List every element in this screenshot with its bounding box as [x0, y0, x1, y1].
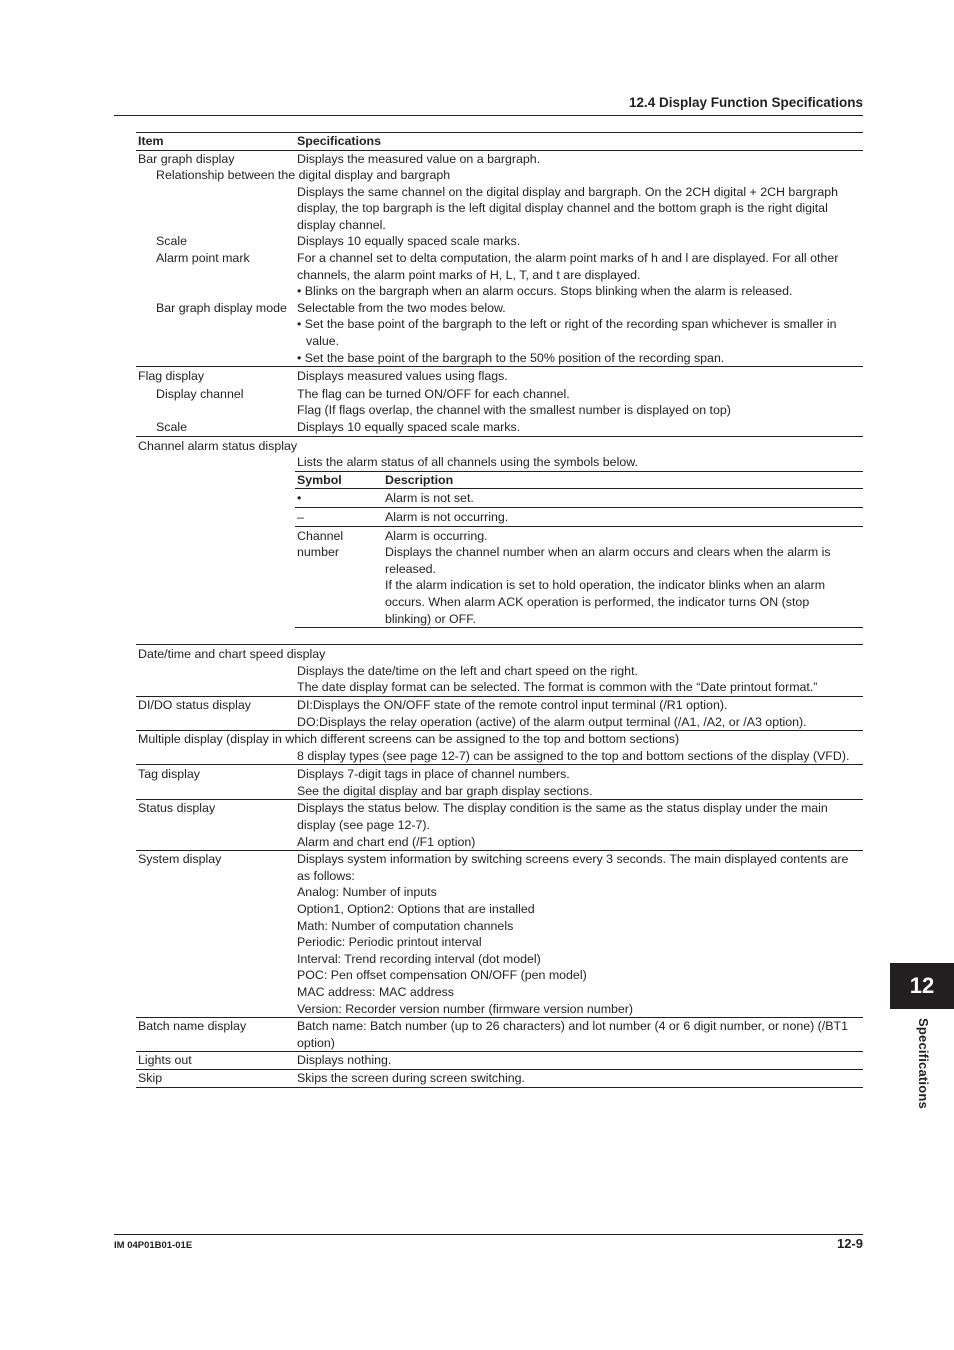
row-item: System display	[138, 852, 222, 867]
row-spec	[297, 697, 863, 730]
row-item: Display channel	[156, 386, 244, 401]
row-spec: Displays the measured value on a bargraph.	[297, 151, 541, 166]
header-rule	[114, 115, 863, 116]
table-row	[136, 748, 863, 765]
spec-line: DI:Displays the ON/OFF state of the remote control input terminal (/R1 option).	[297, 697, 728, 712]
section-title: 12.4 Display Function Specifications	[628, 95, 863, 110]
row-spec: Lists the alarm status of all channels using the symbols below.	[297, 455, 638, 470]
lights-out-section	[136, 1052, 863, 1070]
row-item: Tag display	[138, 767, 200, 782]
spec-line: Selectable from the two modes below.	[297, 300, 506, 315]
spec-bullet: • Set the base point of the bargraph to the 50% position of the recording span.	[297, 350, 725, 365]
row-spec	[297, 663, 863, 696]
status-section	[136, 800, 863, 851]
symbol-row	[295, 489, 863, 508]
spec-line: Flag (If flags overlap, the channel with the smallest number is displayed on top)	[297, 403, 731, 418]
row-item: Relationship between the digital display and bargraph	[156, 168, 451, 183]
row-spec: 8 display types (see page 12-7) can be assigned to the top and bottom sections of the display (VFD).	[297, 748, 850, 763]
spec-line: Displays 7-digit tags in place of channel numbers.	[297, 767, 570, 782]
row-item: Bar graph display mode	[156, 300, 287, 315]
description-line: If the alarm indication is set to hold operation, the indicator blinks when an alarm occurs. When alarm ACK operation is performed, the indicator turns ON (stop blinking) or OFF.	[385, 578, 826, 626]
row-item: Status display	[138, 801, 216, 816]
spec-line: Alarm and chart end (/F1 option)	[297, 834, 476, 849]
description-cell	[385, 528, 863, 628]
description-header: Description	[385, 472, 454, 487]
spec-line: Math: Number of computation channels	[297, 918, 514, 933]
table-row	[136, 800, 863, 850]
row-spec: Displays 10 equally spaced scale marks.	[297, 234, 521, 249]
row-item: Skip	[138, 1070, 163, 1085]
spec-bullet: • Set the base point of the bargraph to the left or right of the recording span whichever is smaller in value.	[297, 317, 837, 349]
footer-rule	[114, 1234, 863, 1235]
row-item: Bar graph display	[138, 151, 235, 166]
row-spec	[297, 800, 863, 850]
flag-section	[136, 367, 863, 436]
spec-line: See the digital display and bar graph display sections.	[297, 783, 593, 798]
document-id: IM 04P01B01-01E	[114, 1240, 193, 1251]
row-item: Batch name display	[138, 1019, 247, 1034]
alarm-status-section	[136, 437, 863, 646]
symbol-header: Symbol	[297, 472, 342, 487]
spec-line: Periodic: Periodic printout interval	[297, 935, 482, 950]
header-spec: Specifications	[297, 134, 382, 148]
row-spec	[297, 851, 863, 1017]
chapter-side-label: Specifications	[916, 1018, 931, 1109]
table-row	[136, 184, 863, 234]
table-row	[136, 766, 863, 799]
symbol-table	[295, 471, 863, 628]
spec-line: Option1, Option2: Options that are installed	[297, 902, 535, 917]
table-row	[136, 250, 863, 300]
datetime-section	[136, 645, 863, 697]
table-row	[136, 419, 863, 436]
row-item: Scale	[156, 420, 187, 434]
row-spec: Displays the same channel on the digital display and bargraph. On the 2CH digital + 2CH bargraph display, the top bargraph is the left digital display channel and the bottom graph is the right digital display channel.	[297, 184, 839, 232]
description-cell: Alarm is not occurring.	[385, 509, 509, 524]
row-item: Channel alarm status display	[138, 438, 298, 453]
row-spec: Displays nothing.	[297, 1053, 392, 1068]
skip-section	[136, 1070, 863, 1088]
row-spec	[297, 250, 863, 300]
spec-line: Displays system information by switching screens every 3 seconds. The main displayed contents are as follows:	[297, 852, 849, 883]
row-item: Scale	[156, 234, 187, 249]
row-item: Flag display	[138, 369, 205, 384]
symbol-cell: –	[297, 509, 304, 524]
spec-line: The flag can be turned ON/OFF for each channel.	[297, 386, 570, 401]
spec-line: Interval: Trend recording interval (dot model)	[297, 951, 541, 966]
description-line: Displays the channel number when an alarm occurs and clears when the alarm is released.	[385, 545, 831, 576]
spec-bullet: • Blinks on the bargraph when an alarm occurs. Stops blinking when the alarm is released.	[297, 284, 793, 299]
spec-line: MAC address: MAC address	[297, 985, 455, 999]
table-row	[136, 851, 863, 1017]
row-item: Multiple display (display in which different screens can be assigned to the top and bottom sections)	[138, 732, 680, 747]
spec-line: Analog: Number of inputs	[297, 885, 437, 900]
tag-section	[136, 765, 863, 800]
row-item: DI/DO status display	[138, 697, 251, 712]
symbol-row	[295, 527, 863, 629]
row-spec	[297, 386, 863, 419]
row-spec: Batch name: Batch number (up to 26 characters) and lot number (4 or 6 digit number, or none) (/BT1 option)	[297, 1019, 848, 1050]
spec-line: Displays the status below. The display condition is the same as the status display under the main display (see page 12-7).	[297, 801, 828, 833]
row-spec: Displays 10 equally spaced scale marks.	[297, 420, 521, 434]
multiple-display-section	[136, 731, 863, 765]
row-spec: Skips the screen during screen switching.	[297, 1070, 525, 1085]
table-row	[136, 386, 863, 419]
row-spec: Displays measured values using flags.	[297, 369, 508, 384]
chapter-tab	[890, 963, 954, 1009]
table-row	[136, 697, 863, 730]
spec-line: The date display format can be selected. The format is common with the “Date printout format.”	[297, 680, 818, 695]
batch-section	[136, 1018, 863, 1052]
description-cell: Alarm is not set.	[385, 491, 474, 506]
spec-line: DO:Displays the relay operation (active) of the alarm output terminal (/A1, /A2, or /A3 option).	[297, 714, 807, 729]
table-row	[136, 151, 863, 168]
table-row	[136, 663, 863, 696]
system-section	[136, 851, 863, 1018]
chapter-number: 12	[909, 973, 935, 998]
table-row	[136, 300, 863, 366]
table-row	[136, 1052, 863, 1069]
table-row	[136, 454, 863, 471]
table-row	[136, 368, 863, 385]
page-number: 12-9	[836, 1236, 863, 1251]
row-spec	[297, 300, 863, 366]
table-row	[136, 1070, 863, 1087]
symbol-cell: Channel number	[297, 528, 344, 560]
table-header	[136, 132, 863, 151]
symbol-cell: •	[297, 491, 302, 506]
spec-line: POC: Pen offset compensation ON/OFF (pen model)	[297, 968, 587, 983]
symbol-row	[295, 508, 863, 527]
bar-graph-section	[136, 151, 863, 368]
row-spec	[297, 766, 863, 799]
table-row	[136, 233, 863, 250]
spec-table	[136, 132, 863, 1088]
row-item: Alarm point mark	[156, 251, 250, 266]
symbol-table-header	[295, 471, 863, 490]
row-item: Lights out	[138, 1053, 192, 1068]
dido-section	[136, 697, 863, 731]
spec-line: For a channel set to delta computation, the alarm point marks of h and l are displayed. For all other channels, the alarm point marks of H, L, T, and t are displayed.	[297, 251, 839, 282]
table-row	[136, 1018, 863, 1051]
header-item: Item	[138, 134, 164, 148]
row-item: Date/time and chart speed display	[138, 647, 326, 662]
description-line: Alarm is occurring.	[385, 528, 488, 543]
spec-line: Displays the date/time on the left and chart speed on the right.	[297, 663, 638, 678]
spec-line: Version: Recorder version number (firmware version number)	[297, 1001, 634, 1016]
